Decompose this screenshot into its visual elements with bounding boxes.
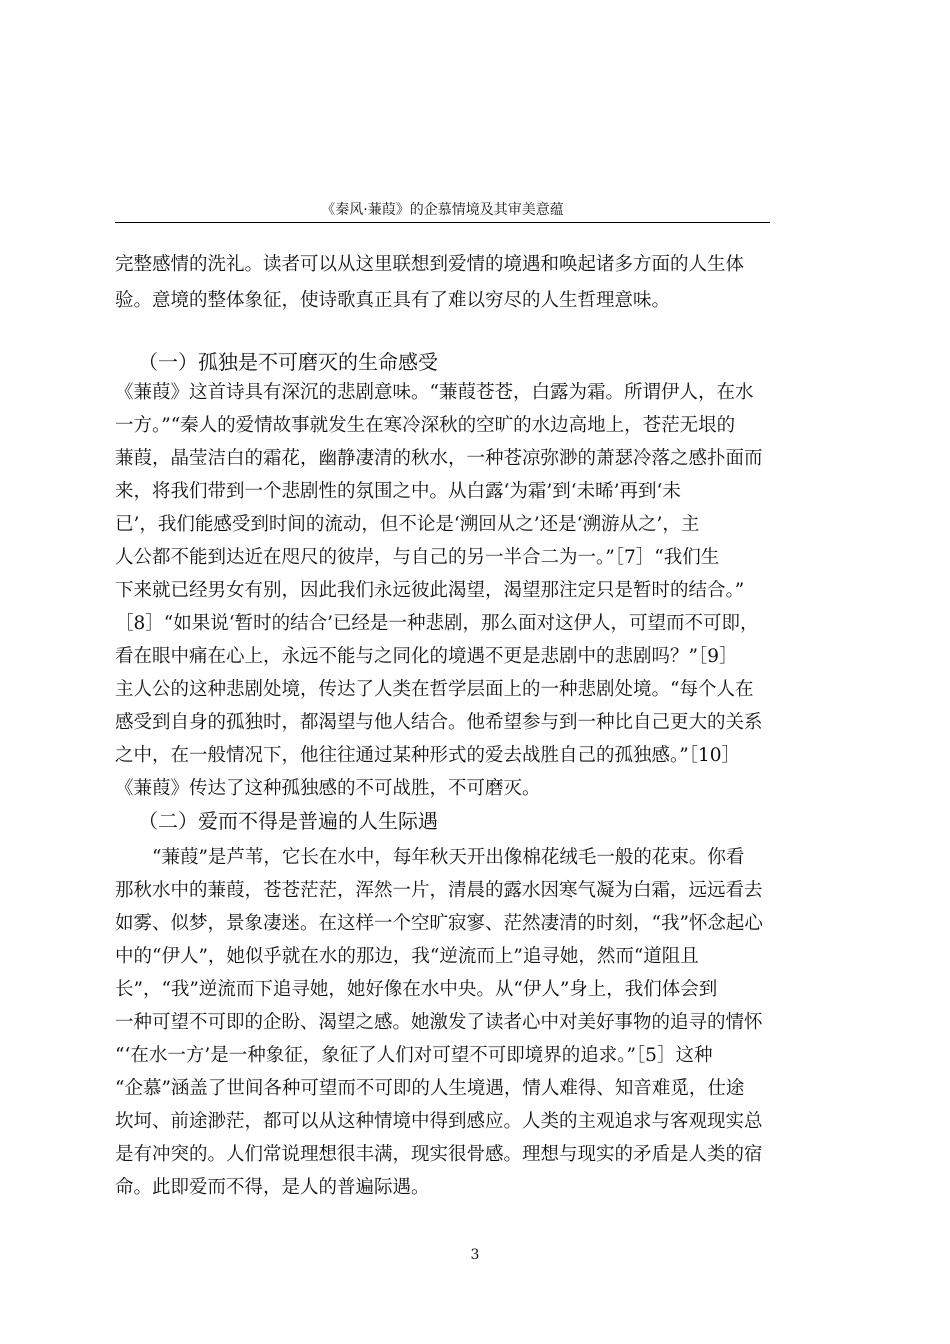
body-text-line: “蒹葭”是芦苇，它长在水中，每年秋天开出像棉花绒毛一般的花束。你看 <box>152 847 745 868</box>
body-text-line: 一方。”“秦人的爱情故事就发生在寒冷深秋的空旷的水边高地上，苍茫无垠的 <box>115 415 736 436</box>
body-text-line: 《蒹葭》这首诗具有深沉的悲剧意味。“蒹葭苍苍，白露为霜。所谓伊人，在水 <box>115 382 754 403</box>
body-text-line: 验。意境的整体象征，使诗歌真正具有了难以穷尽的人生哲理意味。 <box>115 290 671 311</box>
body-text-line: 中的“伊人”，她似乎就在水的那边，我“逆流而上”追寻她，然而“道阻且 <box>115 946 699 967</box>
body-text-line: 主人公的这种悲剧处境，传达了人类在哲学层面上的一种悲剧处境。“每个人在 <box>115 679 754 700</box>
body-text-line: 之中，在一般情况下，他往往通过某种形式的爱去战胜自己的孤独感。”［10］ <box>115 745 741 766</box>
body-text-line: 看在眼中痛在心上，永远不能与之同化的境遇不更是悲剧中的悲剧吗？”［9］ <box>115 646 738 667</box>
body-text-line: 下来就已经男女有别，因此我们永远彼此渴望，渴望那注定只是暂时的结合。” <box>115 580 745 601</box>
body-text-line: 来，将我们带到一个悲剧性的氛围之中。从白露‘为霜’到‘未晞’再到‘未 <box>115 481 681 502</box>
body-text-line: 坎坷、前途渺茫，都可以从这种情境中得到感应。人类的主观追求与客观现实总 <box>115 1111 763 1132</box>
body-text-line: 已’，我们能感受到时间的流动，但不论是‘溯回从之’还是‘溯游从之’，主 <box>115 514 700 535</box>
body-text-line: 感受到自身的孤独时，都渴望与他人结合。他希望参与到一种比自己更大的关系 <box>115 712 763 733</box>
body-text-line: 如雾、似梦，景象凄迷。在这样一个空旷寂寥、茫然凄清的时刻，“我”怀念起心 <box>115 913 763 934</box>
body-text-line: 长”，“我”逆流而下追寻她，她好像在水中央。从“伊人”身上，我们体会到 <box>115 979 718 1000</box>
page-number: 3 <box>470 1247 480 1263</box>
section-heading-2: （二）爱而不得是普遍的人生际遇 <box>138 809 438 833</box>
body-text-line: 一种可望不可即的企盼、渴望之感。她激发了读者心中对美好事物的追寻的情怀 <box>115 1012 763 1033</box>
body-text-line: “企慕”涵盖了世间各种可望而不可即的人生境遇，情人难得、知音难觅，仕途 <box>115 1078 745 1099</box>
body-text-line: “‘在水一方’是一种象征，象征了人们对可望不可即境界的追求。”［5］这种 <box>115 1045 713 1066</box>
body-text-line: 人公都不能到达近在咫尺的彼岸，与自己的另一半合二为一。”［7］“我们生 <box>115 547 720 568</box>
body-text-line: 完整感情的洗礼。读者可以从这里联想到爱情的境遇和唤起诸多方面的人生体 <box>115 254 745 275</box>
body-text-line: 命。此即爱而不得，是人的普遍际遇。 <box>115 1177 430 1198</box>
body-text-line: 那秋水中的蒹葭，苍苍茫茫，浑然一片，清晨的露水因寒气凝为白霜，远远看去 <box>115 880 763 901</box>
section-heading-1: （一）孤独是不可磨灭的生命感受 <box>138 350 438 374</box>
body-text-line: 蒹葭，晶莹洁白的霜花，幽静凄清的秋水，一种苍凉弥渺的萧瑟冷落之感扑面而 <box>115 448 763 469</box>
body-text-line: ［8］“如果说‘暂时的结合’已经是一种悲剧，那么面对这伊人，可望而不可即， <box>115 613 759 634</box>
body-text-line: 是有冲突的。人们常说理想很丰满，现实很骨感。理想与现实的矛盾是人类的宿 <box>115 1144 763 1165</box>
running-header: 《秦风·蒹葭》的企慕情境及其审美意蕴 <box>115 200 770 223</box>
body-text-line: 《蒹葭》传达了这种孤独感的不可战胜，不可磨灭。 <box>115 778 541 799</box>
